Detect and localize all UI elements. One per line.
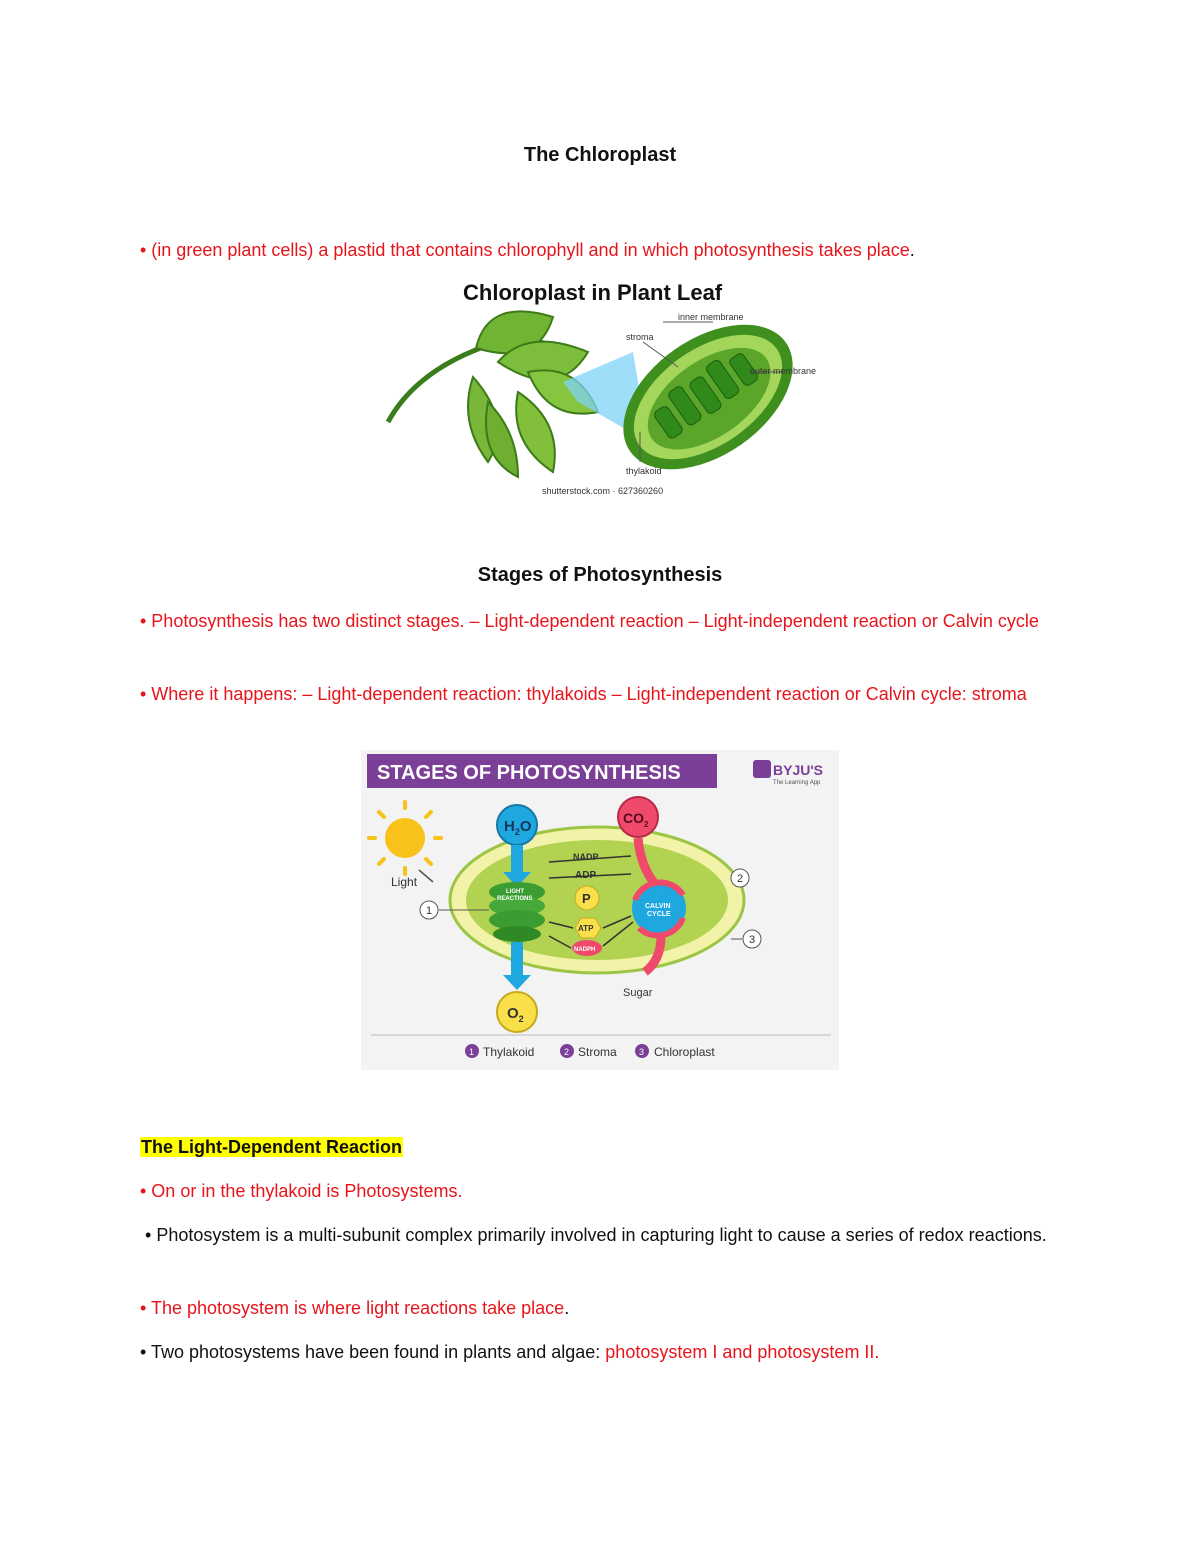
section-title-chloroplast: The Chloroplast (523, 144, 677, 166)
legend-stroma: Stroma (578, 1045, 617, 1059)
legend-marker-1-label: 1 (469, 1047, 475, 1057)
image-credit: shutterstock.com · 627360260 (542, 486, 664, 496)
calvin-label-2: CYCLE (647, 911, 671, 918)
legend-thylakoid: Thylakoid (483, 1045, 535, 1059)
chloroplast-definition (140, 236, 1060, 264)
legend-marker-2-label: 2 (564, 1047, 570, 1057)
brand-tagline: The Learning App (773, 780, 821, 786)
legend-chloroplast: Chloroplast (654, 1045, 715, 1059)
sugar-label: Sugar (623, 987, 653, 999)
light-dependent-heading (140, 1133, 1060, 1161)
brand-logo (753, 760, 771, 778)
label-thylakoid: thylakoid (626, 466, 662, 476)
co2-label: $CO_2$ (623, 810, 649, 829)
nadph-label: NADPH (574, 947, 596, 953)
adp-label: ADP (575, 870, 597, 881)
o2-label: $O_2$ (507, 1005, 524, 1024)
figure1-title: Chloroplast in Plant Leaf (463, 280, 723, 305)
light-label: Light (391, 875, 418, 889)
stages-bullet: • Photosynthesis has two distinct stages. – Light-dependent reaction – Light-independent reaction or Calvin cycle (140, 611, 1039, 631)
light-reactions-bullet (140, 1294, 1060, 1322)
label-inner-membrane: inner membrane (678, 312, 744, 322)
chloroplast-leaf-figure (378, 272, 848, 504)
section-title-light-dependent: The Light-Dependent Reaction (141, 1137, 402, 1157)
light-reactions-label-1: LIGHT (506, 889, 524, 895)
two-photosystems-text: • Two photosystems have been found in plants and algae: (140, 1342, 606, 1362)
legend-marker-3-label: 3 (639, 1047, 645, 1057)
section-title-stages: Stages of Photosynthesis (477, 564, 723, 586)
photosystem-names: photosystem I and photosystem II. (605, 1342, 880, 1362)
light-reactions-label-2: REACTIONS (497, 896, 533, 902)
light-reactions-text: • The photosystem is where light reactions take place (140, 1298, 565, 1318)
phosphate-label: P (582, 891, 591, 906)
calvin-label-1: CALVIN (645, 903, 671, 910)
marker-1-label: 1 (426, 905, 433, 917)
h2o-label: $H_2O$ (504, 818, 532, 837)
label-stroma: stroma (626, 332, 654, 342)
location-bullet: • Where it happens: – Light-dependent reaction: thylakoids – Light-independent reaction or Calvin cycle: stroma (140, 684, 1027, 704)
two-photosystems-bullet (140, 1338, 1060, 1366)
banner-text: STAGES OF PHOTOSYNTHESIS (377, 762, 681, 784)
leaf-icon (486, 402, 518, 477)
thylakoid-bullet: • On or in the thylakoid is Photosystems. (140, 1181, 463, 1201)
definition-text: • (in green plant cells) a plastid that contains chlorophyll and in which photosynthesis takes place (140, 240, 910, 260)
atp-label: ATP (578, 924, 594, 933)
light-reactions-period: . (564, 1298, 570, 1318)
stages-photosynthesis-figure (361, 750, 839, 1070)
brand-name: BYJU'S (773, 762, 824, 778)
marker-3-label: 3 (749, 934, 756, 946)
photosystem-definition-bullet: • Photosystem is a multi-subunit complex primarily involved in capturing light to cause a series of redox reactions. (140, 1225, 1047, 1245)
marker-2-label: 2 (737, 873, 744, 885)
label-outer-membrane: outer membrane (750, 366, 817, 376)
leaf-icon (516, 392, 555, 472)
nadp-label: NADP (573, 852, 599, 862)
definition-period: . (909, 240, 915, 260)
